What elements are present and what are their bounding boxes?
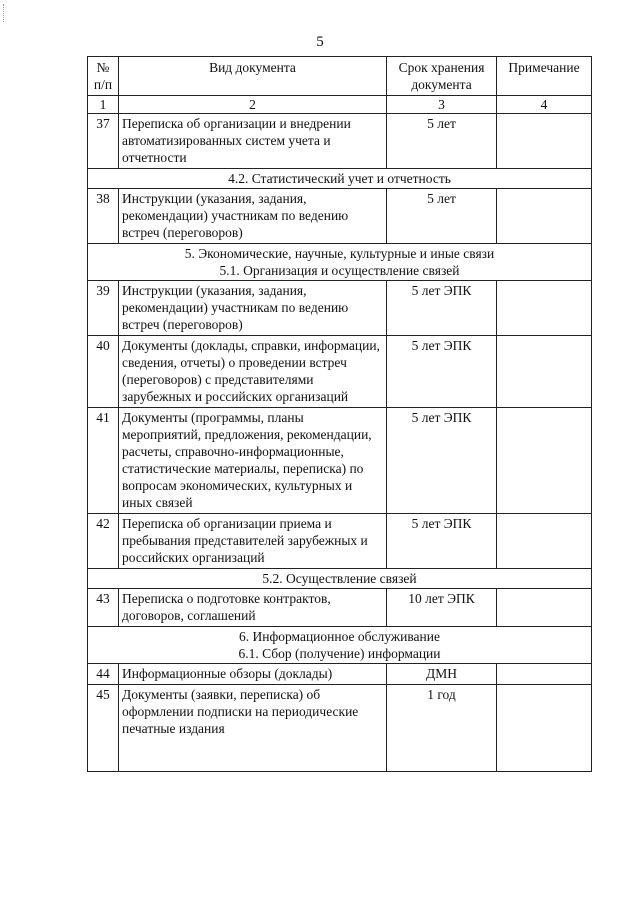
section-heading [88,169,592,189]
row-number: 41 [88,408,119,514]
note-cell [497,114,592,169]
section-heading-line: 5.1. Организация и осуществление связей [219,263,460,278]
note-cell [497,514,592,569]
row-number: 43 [88,589,119,627]
retention-term: 5 лет [387,189,497,244]
row-number: 45 [88,685,119,772]
section-heading [88,244,592,281]
retention-term: 5 лет ЭПК [387,336,497,408]
column-index-row [88,96,592,114]
section-heading-line: 4.2. Статистический учет и отчетность [228,171,451,186]
document-type: Документы (заявки, переписка) об оформлении подписки на периодические печатные издания [119,685,387,772]
table-row [88,685,592,772]
document-type: Информационные обзоры (доклады) [119,664,387,685]
retention-term: 5 лет ЭПК [387,514,497,569]
note-cell [497,281,592,336]
column-index: 4 [497,96,592,114]
retention-term: 5 лет ЭПК [387,408,497,514]
section-heading [88,569,592,589]
column-index: 3 [387,96,497,114]
margin-mark [3,4,6,22]
table-row [88,664,592,685]
row-number: 40 [88,336,119,408]
document-type: Инструкции (указания, задания, рекомендации) участникам по ведению встреч (переговоров) [119,281,387,336]
note-cell [497,408,592,514]
header-num [88,57,119,96]
retention-term: 5 лет ЭПК [387,281,497,336]
section-heading-line: 5.2. Осуществление связей [262,571,417,586]
section-heading-line: 6.1. Сбор (получение) информации [238,646,441,661]
section-heading-row [88,569,592,589]
retention-term: 1 год [387,685,497,772]
document-type: Переписка об организации приема и пребывания представителей зарубежных и российских организаций [119,514,387,569]
column-index: 2 [119,96,387,114]
document-type: Документы (доклады, справки, информации, сведения, отчеты) о проведении встреч (переговоров) с представителями зарубежных и российских организаций [119,336,387,408]
note-cell [497,189,592,244]
row-number: 44 [88,664,119,685]
table-row [88,281,592,336]
table-row [88,189,592,244]
header-term-line: документа [411,77,472,92]
header-num-line: п/п [93,77,113,92]
section-heading-line: 6. Информационное обслуживание [239,629,440,644]
section-heading-row [88,244,592,281]
table-row [88,514,592,569]
section-heading-row [88,169,592,189]
retention-term: 5 лет [387,114,497,169]
records-retention-table [87,56,592,772]
table-row [88,408,592,514]
section-heading-line: 5. Экономические, научные, культурные и иные связи [184,246,495,261]
retention-term: ДМН [387,664,497,685]
retention-term: 10 лет ЭПК [387,589,497,627]
row-number: 37 [88,114,119,169]
page-number: 5 [316,34,324,50]
table-row [88,114,592,169]
row-number: 38 [88,189,119,244]
document-type: Документы (программы, планы мероприятий, предложения, рекомендации, расчеты, справочно-информационные, статистические материалы, переписка) по вопросам экономических, культурных и иных связей [119,408,387,514]
table-body [88,57,592,772]
header-term-line: Срок хранения [398,60,485,75]
table-row [88,589,592,627]
document-type: Переписка об организации и внедрении автоматизированных систем учета и отчетности [119,114,387,169]
header-doc-type: Вид документа [119,57,387,96]
section-heading-row [88,627,592,664]
note-cell [497,589,592,627]
header-retention-term [387,57,497,96]
table-header-row [88,57,592,96]
header-num-line: № [96,60,110,75]
note-cell [497,336,592,408]
document-type: Инструкции (указания, задания, рекомендации) участникам по ведению встреч (переговоров) [119,189,387,244]
section-heading [88,627,592,664]
table-row [88,336,592,408]
row-number: 42 [88,514,119,569]
note-cell [497,664,592,685]
document-type: Переписка о подготовке контрактов, договоров, соглашений [119,589,387,627]
header-note: Примечание [497,57,592,96]
row-number: 39 [88,281,119,336]
column-index: 1 [88,96,119,114]
note-cell [497,685,592,772]
